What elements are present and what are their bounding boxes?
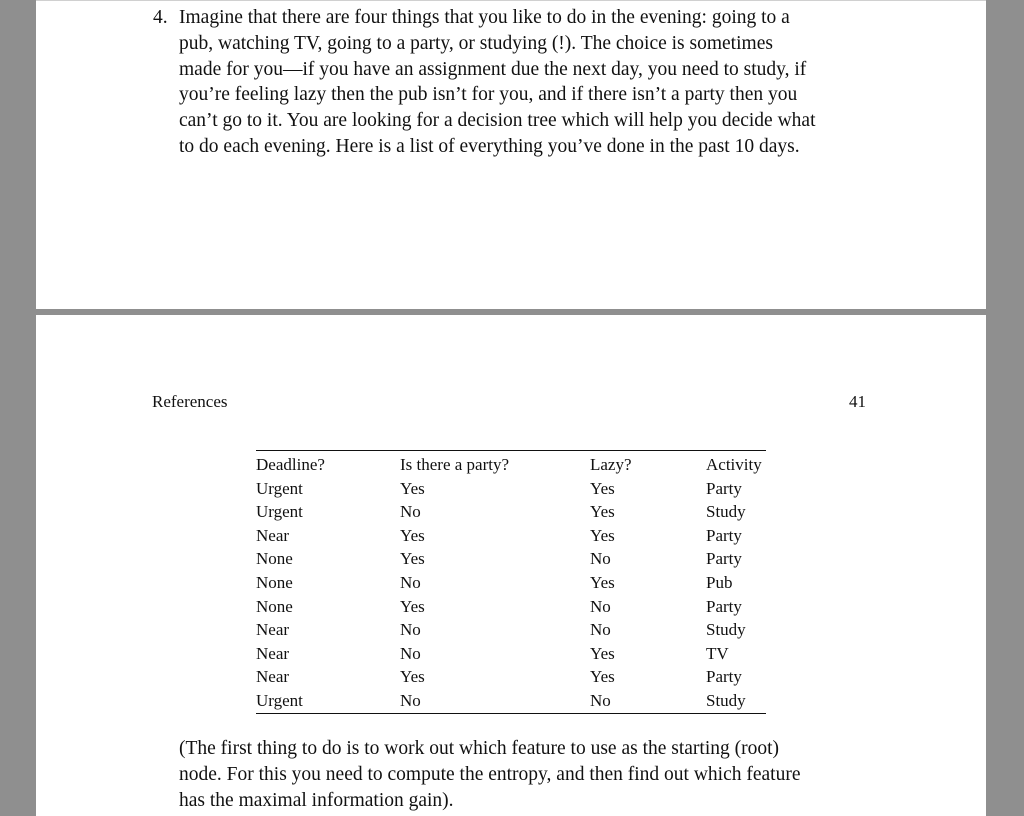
cell: Yes: [590, 643, 615, 663]
problem-line-4: you’re feeling lazy then the pub isn’t for you, and if there isn’t a party then you: [179, 84, 798, 106]
cell: Yes: [590, 478, 615, 498]
footnote-line-3: has the maximal information gain).: [179, 790, 454, 811]
cell: No: [400, 502, 421, 522]
table-row: [256, 618, 766, 642]
cell: None: [256, 572, 293, 592]
table-row: [256, 477, 766, 501]
cell: TV: [706, 643, 729, 663]
cell: Party: [706, 667, 742, 687]
table-row: [256, 500, 766, 524]
cell: Yes: [400, 667, 425, 687]
problem-text: [153, 5, 899, 160]
problem-line-3: made for you—if you have an assignment due the next day, you need to study, if: [179, 58, 807, 80]
cell: No: [400, 572, 421, 592]
cell: No: [590, 690, 611, 710]
footnote-line-1: (The first thing to do is to work out which feature to use as the starting (root): [179, 738, 780, 759]
running-head: References: [152, 392, 228, 411]
table-row: [256, 571, 766, 595]
cell: Near: [256, 525, 290, 545]
page-top: [36, 0, 986, 309]
table-row: [256, 524, 766, 548]
cell: No: [400, 620, 421, 640]
cell: None: [256, 596, 293, 616]
cell: Urgent: [256, 502, 303, 522]
cell: No: [400, 690, 421, 710]
footnote-line-2: node. For this you need to compute the entropy, and then find out which feature: [179, 764, 801, 785]
cell: Urgent: [256, 690, 303, 710]
cell: Party: [706, 478, 742, 498]
cell: Yes: [590, 525, 615, 545]
header-party: Is there a party?: [400, 455, 510, 474]
cell: Near: [256, 620, 290, 640]
table-row: [256, 547, 766, 571]
problem-number: 4.: [153, 7, 168, 28]
data-table: [256, 450, 766, 714]
footnote-text: [179, 736, 899, 814]
cell: Yes: [590, 502, 615, 522]
cell: Study: [706, 620, 746, 640]
cell: Yes: [400, 525, 425, 545]
cell: Study: [706, 502, 746, 522]
table-row: [256, 689, 766, 713]
cell: Yes: [400, 478, 425, 498]
cell: Party: [706, 596, 742, 616]
problem-line-1: 4. Imagine that there are four things that you like to do in the evening: going to a: [153, 5, 899, 31]
cell: Yes: [400, 549, 425, 569]
header-deadline: Deadline?: [256, 455, 325, 474]
cell: Study: [706, 690, 746, 710]
problem-line-5: can’t go to it. You are looking for a decision tree which will help you decide what: [179, 110, 816, 132]
table-row: [256, 595, 766, 619]
header-lazy: Lazy?: [590, 455, 632, 474]
cell: Yes: [590, 572, 615, 592]
cell: Party: [706, 549, 742, 569]
cell: Yes: [590, 667, 615, 687]
page-number: 41: [849, 392, 866, 411]
cell: No: [590, 620, 611, 640]
problem-line-6: to do each evening. Here is a list of everything you’ve done in the past 10 days.: [179, 135, 800, 157]
cell: No: [400, 643, 421, 663]
table-header-row: [256, 451, 766, 477]
header-activity: Activity: [706, 455, 762, 474]
cell: Near: [256, 643, 290, 663]
cell: Near: [256, 667, 290, 687]
page-bottom: [36, 315, 986, 816]
cell: No: [590, 549, 611, 569]
cell: Urgent: [256, 478, 303, 498]
cell: Pub: [706, 572, 733, 592]
cell: Party: [706, 525, 742, 545]
table-row: [256, 642, 766, 666]
cell: None: [256, 549, 293, 569]
cell: Yes: [400, 596, 425, 616]
table-row: [256, 665, 766, 689]
problem-line-2: pub, watching TV, going to a party, or studying (!). The choice is sometimes: [179, 32, 773, 54]
cell: No: [590, 596, 611, 616]
